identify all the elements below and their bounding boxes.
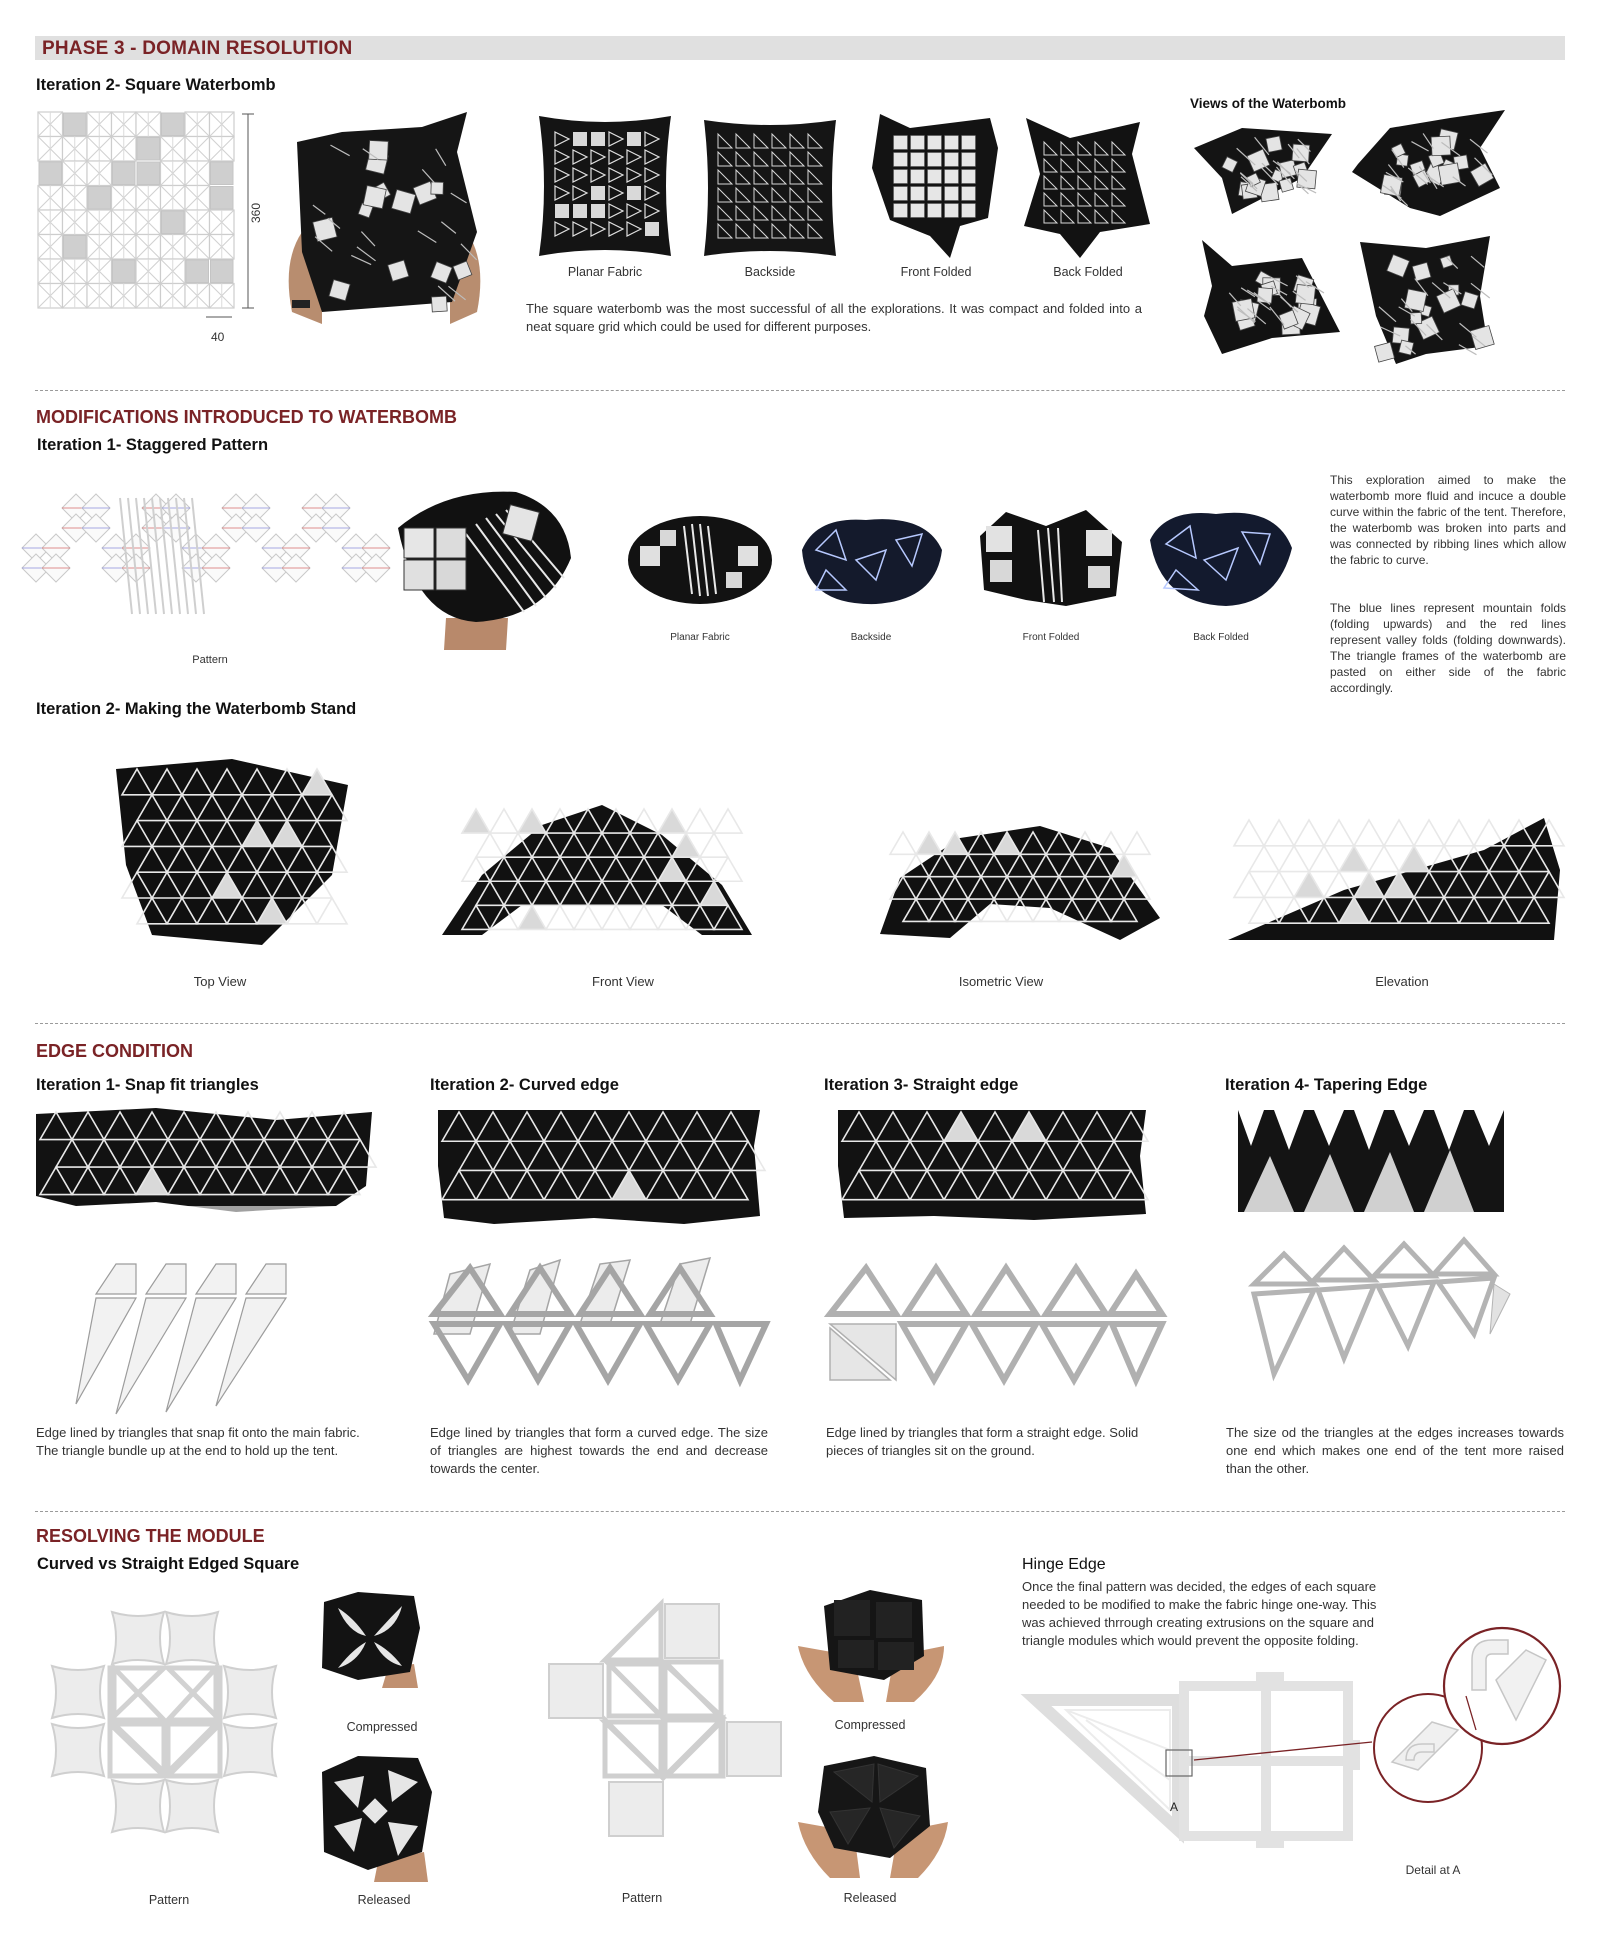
staggered-pattern-drawing <box>36 488 376 618</box>
caption-back-folded: Back Folded <box>1053 265 1123 279</box>
stagger-caption-backside: Backside <box>850 632 892 643</box>
square-waterbomb-description: The square waterbomb was the most successful of all the explorations. It was compact and folded into a neat square grid which could be used for different purposes. <box>526 301 1142 334</box>
hinge-detail-drawing <box>1026 1620 1566 1860</box>
hinge-edge-text: Once the final pattern was decided, the edges of each square needed to be modified to make the fabric hinge one-way. This was achieved thrrough creating extrusions on the square and triangle modules which would prevent the opposite folding. <box>1022 1579 1377 1648</box>
stagger-back-folded-photo <box>1146 504 1296 610</box>
detail-at-a-caption: Detail at A <box>1405 1863 1461 1877</box>
stagger-caption-planar: Planar Fabric <box>670 632 730 643</box>
section-divider <box>35 390 1565 391</box>
caption-isometric-view: Isometric View <box>958 974 1044 989</box>
staggered-subtitle: Iteration 1- Staggered Pattern <box>37 436 269 454</box>
page-title: PHASE 3 - DOMAIN RESOLUTION <box>42 38 353 59</box>
edge-iteration-2-title: Iteration 2- Curved edge <box>430 1076 619 1094</box>
straight-released-caption: Released <box>843 1891 897 1905</box>
modifications-title: MODIFICATIONS INTRODUCED TO WATERBOMB <box>36 407 457 427</box>
stagger-planar-photo <box>626 510 774 610</box>
edge-1-drawing <box>76 1254 326 1414</box>
edge-iteration-4-title: Iteration 4- Tapering Edge <box>1225 1076 1428 1094</box>
edge-4-drawing <box>1244 1234 1514 1384</box>
edge-3-drawing <box>826 1254 1166 1384</box>
caption-front-folded: Front Folded <box>900 265 972 279</box>
dim-width-label: 40 <box>211 330 225 344</box>
curved-vs-straight-subtitle: Curved vs Straight Edged Square <box>37 1555 300 1573</box>
waterbomb-hand-photo <box>282 112 487 324</box>
curved-released-caption: Released <box>357 1893 411 1907</box>
view-3-photo <box>1192 236 1342 356</box>
stagger-front-folded-photo <box>976 506 1126 610</box>
isometric-view-render <box>870 808 1170 948</box>
edge-2-drawing <box>430 1254 770 1384</box>
hinge-label-a: A <box>1170 1800 1179 1814</box>
curved-compressed-photo <box>318 1588 426 1688</box>
section-divider <box>35 1023 1565 1024</box>
waterbomb-pattern-drawing <box>38 112 278 348</box>
curved-released-photo <box>318 1752 436 1882</box>
caption-planar-fabric: Planar Fabric <box>567 265 643 279</box>
front-folded-photo <box>870 108 1005 260</box>
straight-compressed-photo <box>794 1586 952 1702</box>
edge-2-photo <box>434 1106 764 1226</box>
resolving-title: RESOLVING THE MODULE <box>36 1526 265 1546</box>
elevation-render <box>1224 810 1564 946</box>
edge-iteration-1-title: Iteration 1- Snap fit triangles <box>36 1076 259 1094</box>
straight-released-photo <box>794 1752 952 1878</box>
edge-iteration-3-text: Edge lined by triangles that form a straight edge. Solid pieces of triangles sit on the ground. <box>826 1425 1139 1458</box>
section-divider <box>35 1511 1565 1512</box>
edge-1-photo <box>36 1106 376 1251</box>
edge-condition-title: EDGE CONDITION <box>36 1041 194 1061</box>
modifications-para-2: The blue lines represent mountain folds (folding upwards) and the red lines represent valley folds (folding downwards). The triangle frames of the waterbomb are pasted on either side of the fabric accordingly. <box>1330 601 1566 695</box>
edge-iteration-2-text: Edge lined by triangles that form a curved edge. The size of triangles are highest towards the end and decrease towards the center. <box>430 1425 768 1476</box>
stagger-backside-photo <box>796 510 946 610</box>
waterbomb-stand-subtitle: Iteration 2- Making the Waterbomb Stand <box>36 700 357 718</box>
curved-pattern-caption: Pattern <box>148 1893 190 1907</box>
straight-pattern-drawing <box>545 1600 785 1840</box>
hinge-edge-title: Hinge Edge <box>1022 1556 1106 1573</box>
curved-pattern-drawing <box>48 1608 288 1838</box>
caption-front-view: Front View <box>592 974 654 989</box>
views-title: Views of the Waterbomb <box>1190 96 1347 111</box>
edge-4-photo <box>1234 1106 1508 1216</box>
edge-iteration-3-title: Iteration 3- Straight edge <box>824 1076 1019 1094</box>
square-waterbomb-subtitle: Iteration 2- Square Waterbomb <box>36 76 276 94</box>
planar-fabric-photo <box>535 112 675 260</box>
edge-iteration-4-text: The size od the triangles at the edges increases towards one end which makes one end of the tent more raised than the other. <box>1226 1425 1564 1476</box>
edge-iteration-1-text: Edge lined by triangles that snap fit onto the main fabric. The triangle bundle up at the end to hold up the tent. <box>36 1425 360 1458</box>
top-view-render <box>112 755 352 955</box>
stagger-caption-back-folded: Back Folded <box>1193 632 1249 643</box>
backside-photo <box>700 116 840 260</box>
modifications-para-1: This exploration aimed to make the waterbomb more fluid and incuce a double curve within the fabric of the tent. Therefore, the waterbomb was broken into parts and was connected by ribbing lines which allow the fabric to curve. <box>1330 473 1566 567</box>
front-view-render <box>422 795 762 945</box>
caption-elevation: Elevation <box>1375 974 1429 989</box>
view-1-photo <box>1192 118 1337 218</box>
view-4-photo <box>1356 236 1496 366</box>
curved-compressed-caption: Compressed <box>346 1720 418 1734</box>
edge-3-photo <box>834 1106 1150 1222</box>
straight-compressed-caption: Compressed <box>834 1718 906 1732</box>
stagger-caption-front-folded: Front Folded <box>1022 632 1080 643</box>
straight-pattern-caption: Pattern <box>621 1891 663 1905</box>
staggered-hand-photo <box>396 488 576 650</box>
back-folded-photo <box>1020 114 1155 260</box>
dim-height-label: 360 <box>249 202 264 224</box>
caption-top-view: Top View <box>193 974 247 989</box>
view-2-photo <box>1350 108 1510 223</box>
caption-backside: Backside <box>744 265 796 279</box>
staggered-pattern-caption: Pattern <box>192 654 228 666</box>
